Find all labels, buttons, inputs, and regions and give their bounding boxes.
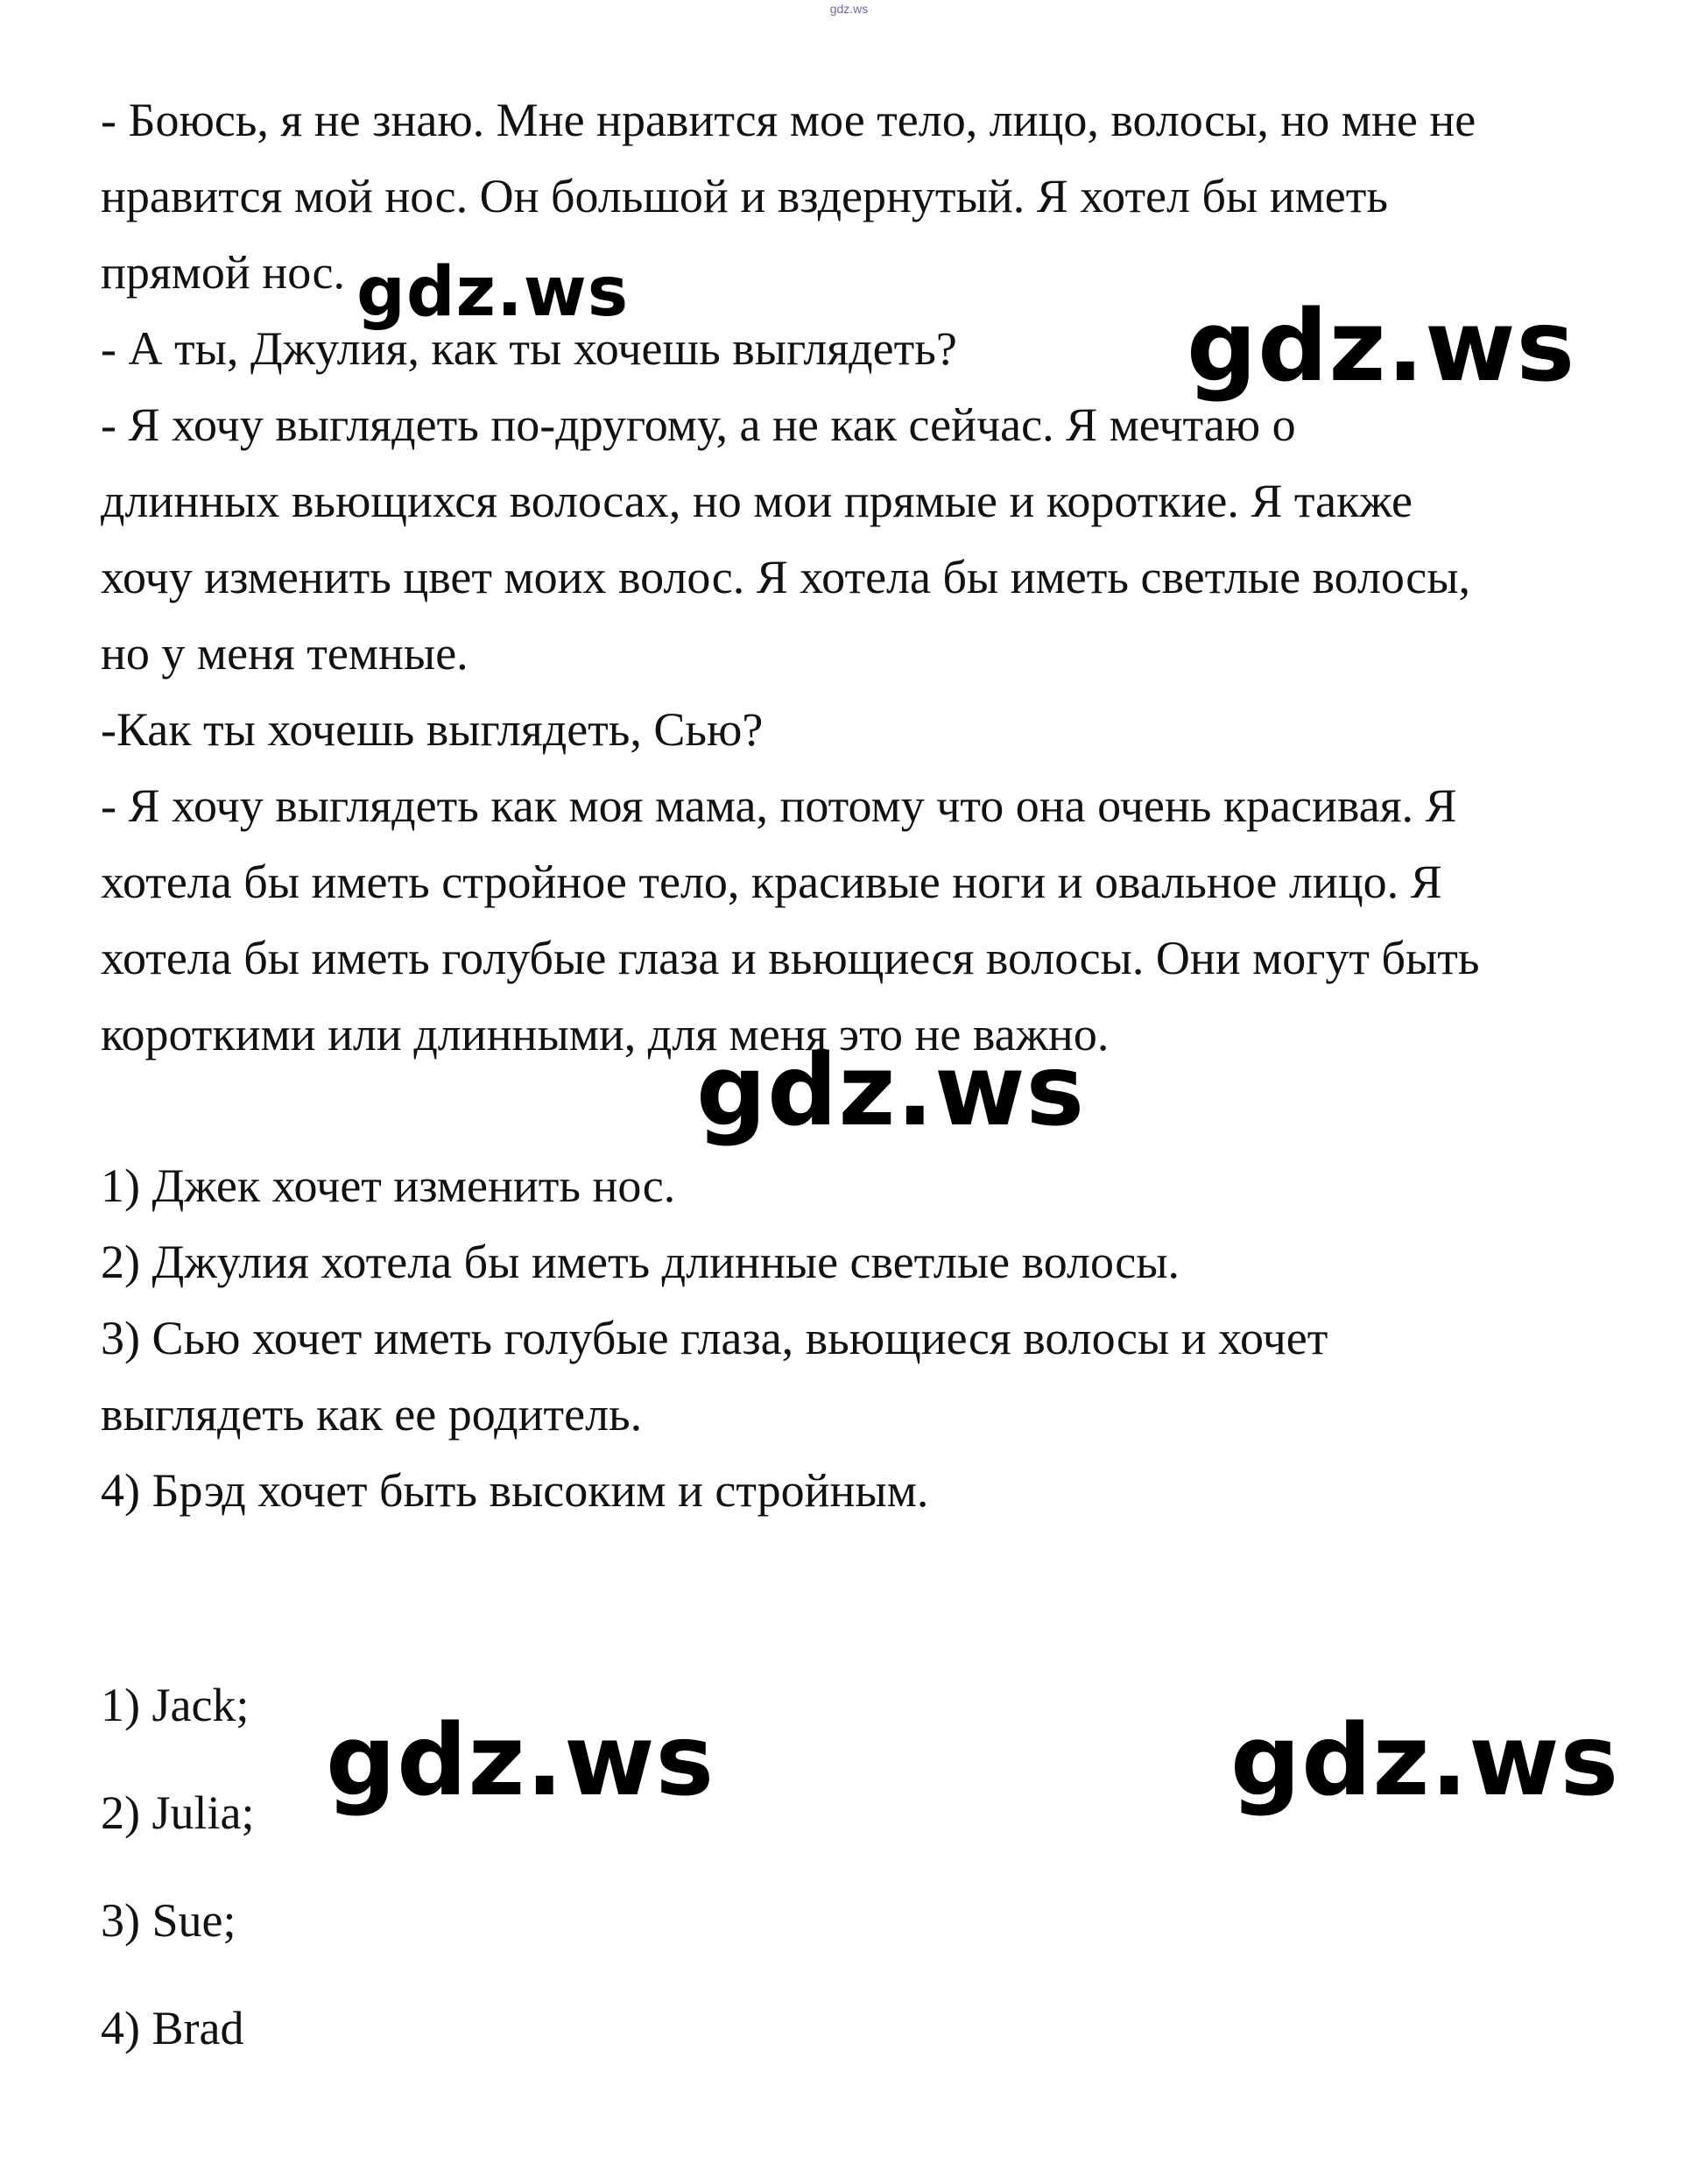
watermark: gdz.ws [356, 253, 630, 332]
answer-item: 4) Brad [101, 2002, 244, 2054]
dialogue-line: длинных вьющихся волосах, но мои прямые и короткие. Я также [101, 475, 1413, 527]
statement-line: 1) Джек хочет изменить нос. [101, 1159, 676, 1212]
dialogue-line: - Я хочу выглядеть по-другому, а не как сейчас. Я мечтаю о [101, 398, 1296, 451]
dialogue-line: но у меня темные. [101, 627, 469, 680]
dialogue-line: прямой нос. [101, 246, 346, 299]
statement-line: выглядеть как ее родитель. [101, 1388, 643, 1441]
dialogue-line: хотела бы иметь стройное тело, красивые ноги и овальное лицо. Я [101, 856, 1442, 908]
watermark: gdz.ws [1187, 290, 1576, 404]
statement-line: 4) Брэд хочет быть высоким и стройным. [101, 1464, 929, 1517]
dialogue-line: хотела бы иметь голубые глаза и вьющиеся волосы. Они могут быть [101, 932, 1480, 984]
dialogue-line: нравится мой нос. Он большой и вздернутый. Я хотел бы иметь [101, 170, 1388, 222]
watermark: gdz.ws [1230, 1704, 1620, 1818]
statement-line: 3) Сью хочет иметь голубые глаза, вьющиеся волосы и хочет [101, 1312, 1328, 1364]
dialogue-line: - А ты, Джулия, как ты хочешь выглядеть? [101, 322, 957, 375]
statement-line: 2) Джулия хотела бы иметь длинные светлые волосы. [101, 1236, 1180, 1288]
watermark: gdz.ws [696, 1034, 1086, 1148]
dialogue-line: короткими или длинными, для меня это не важно. [101, 1008, 1110, 1060]
answer-item: 1) Jack; [101, 1679, 250, 1731]
answer-item: 2) Julia; [101, 1786, 255, 1839]
answer-item: 3) Sue; [101, 1894, 236, 1947]
dialogue-line: хочу изменить цвет моих волос. Я хотела бы иметь светлые волосы, [101, 551, 1470, 603]
dialogue-line: - Боюсь, я не знаю. Мне нравится мое тело, лицо, волосы, но мне не [101, 94, 1476, 146]
dialogue-line: -Как ты хочешь выглядеть, Сью? [101, 703, 764, 756]
watermark: gdz.ws [326, 1704, 715, 1818]
site-mark: gdz.ws [829, 2, 869, 16]
dialogue-line: - Я хочу выглядеть как моя мама, потому что она очень красивая. Я [101, 779, 1457, 832]
